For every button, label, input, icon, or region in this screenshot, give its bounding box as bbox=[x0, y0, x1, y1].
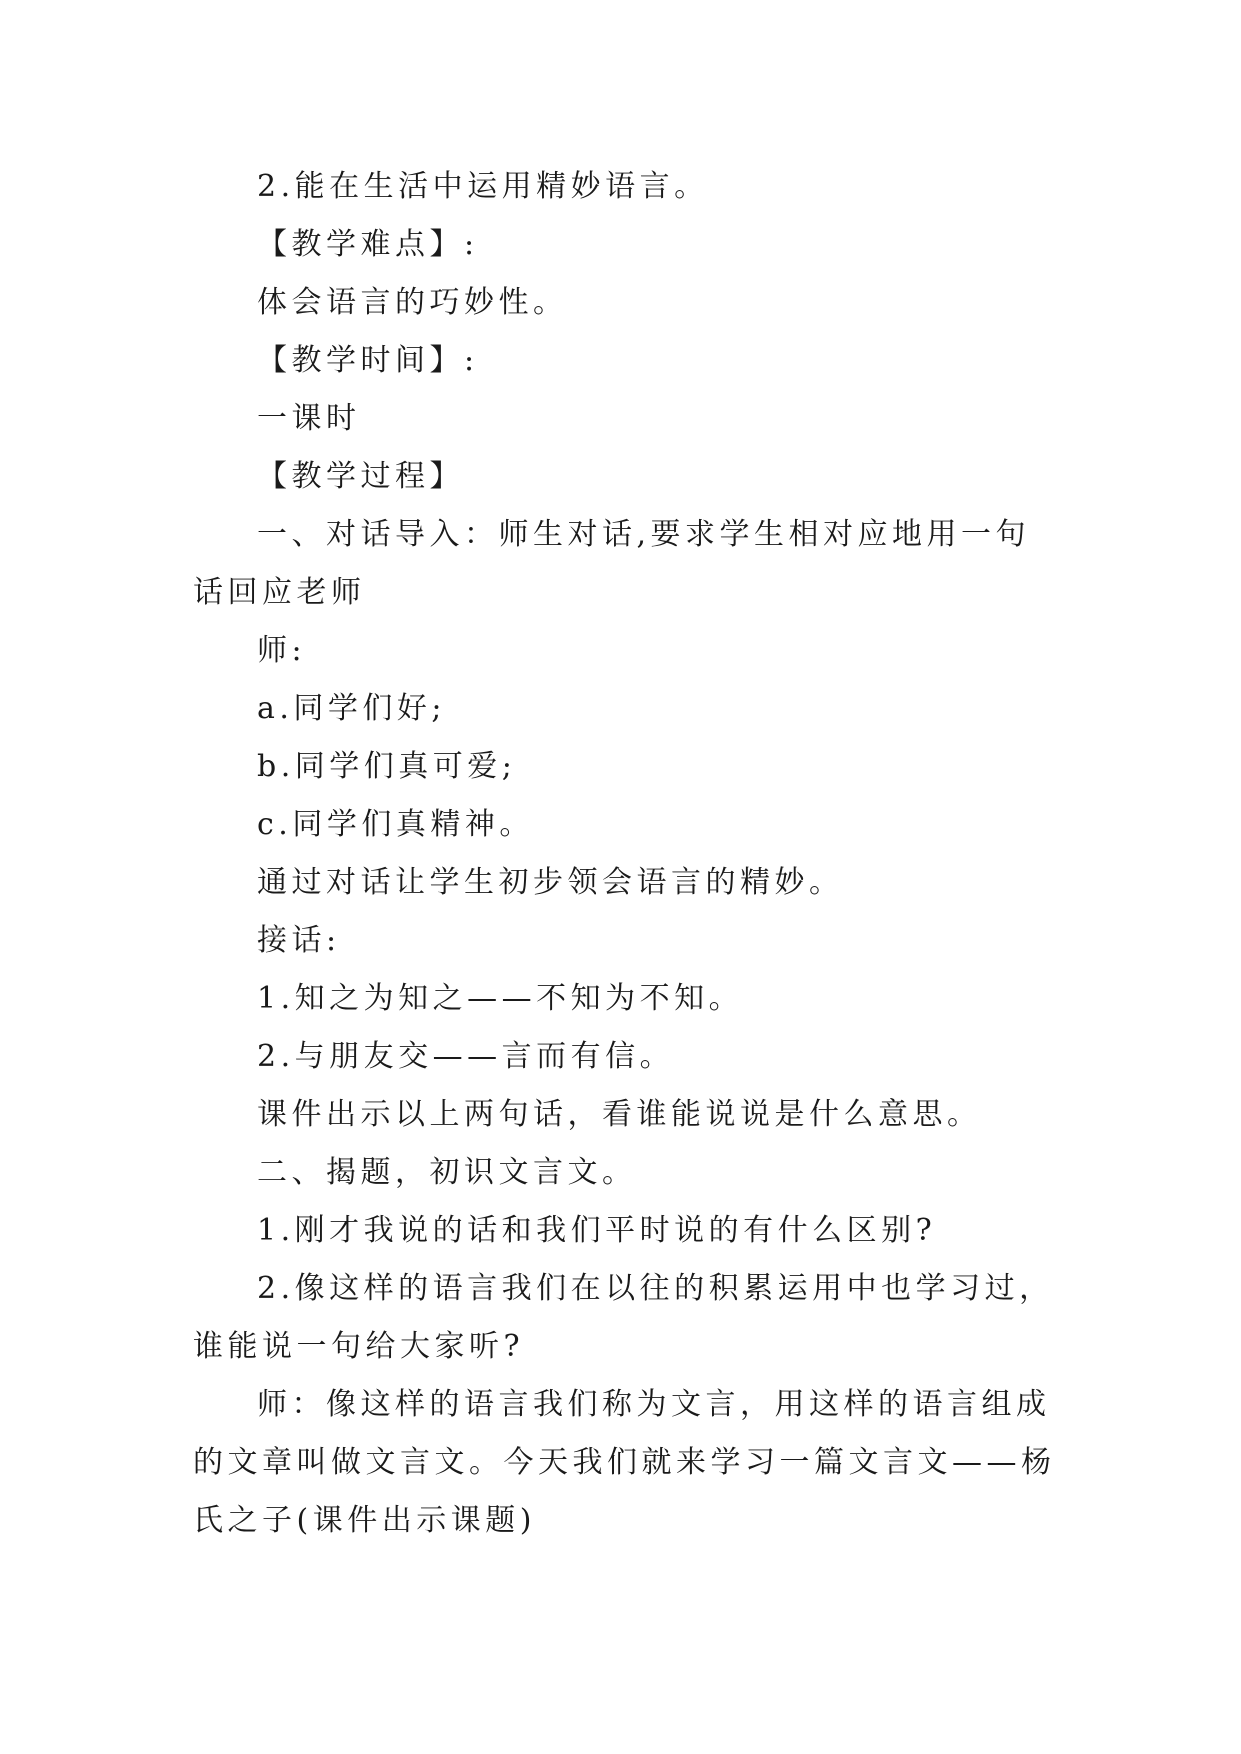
section-heading: 【教学时间】: bbox=[257, 343, 479, 378]
section-heading: 【教学难点】: bbox=[257, 227, 479, 262]
section-heading: 二、揭题，初识文言文。 bbox=[257, 1155, 637, 1190]
paragraph: 一课时 bbox=[257, 401, 361, 436]
paragraph: 课件出示以上两句话，看谁能说说是什么意思。 bbox=[257, 1097, 982, 1132]
list-item: c.同学们真精神。 bbox=[257, 807, 534, 842]
list-item: 2.与朋友交——言而有信。 bbox=[257, 1039, 675, 1074]
list-item: 2.像这样的语言我们在以往的积累运用中也学习过，谁能说一句给大家听? bbox=[193, 1271, 1054, 1364]
paragraph: 一、对话导入：师生对话,要求学生相对应地用一句话回应老师 bbox=[193, 517, 1031, 610]
document-body bbox=[193, 158, 1063, 1550]
paragraph: 体会语言的巧妙性。 bbox=[257, 285, 568, 320]
list-item: b.同学们真可爱; bbox=[257, 749, 517, 784]
paragraph: 通过对话让学生初步领会语言的精妙。 bbox=[257, 865, 844, 900]
section-heading: 【教学过程】 bbox=[257, 459, 464, 494]
paragraph: 师：像这样的语言我们称为文言，用这样的语言组成的文章叫做文言文。今天我们就来学习一篇文言文——杨氏之子(课件出示课题) bbox=[193, 1387, 1056, 1538]
list-item: 1.刚才我说的话和我们平时说的有什么区别? bbox=[257, 1213, 937, 1248]
list-item: 1.知之为知之——不知为不知。 bbox=[257, 981, 744, 1016]
paragraph: 2.能在生活中运用精妙语言。 bbox=[257, 169, 709, 204]
paragraph: 师: bbox=[257, 633, 307, 668]
paragraph: 接话: bbox=[257, 923, 341, 958]
list-item: a.同学们好; bbox=[257, 691, 447, 726]
